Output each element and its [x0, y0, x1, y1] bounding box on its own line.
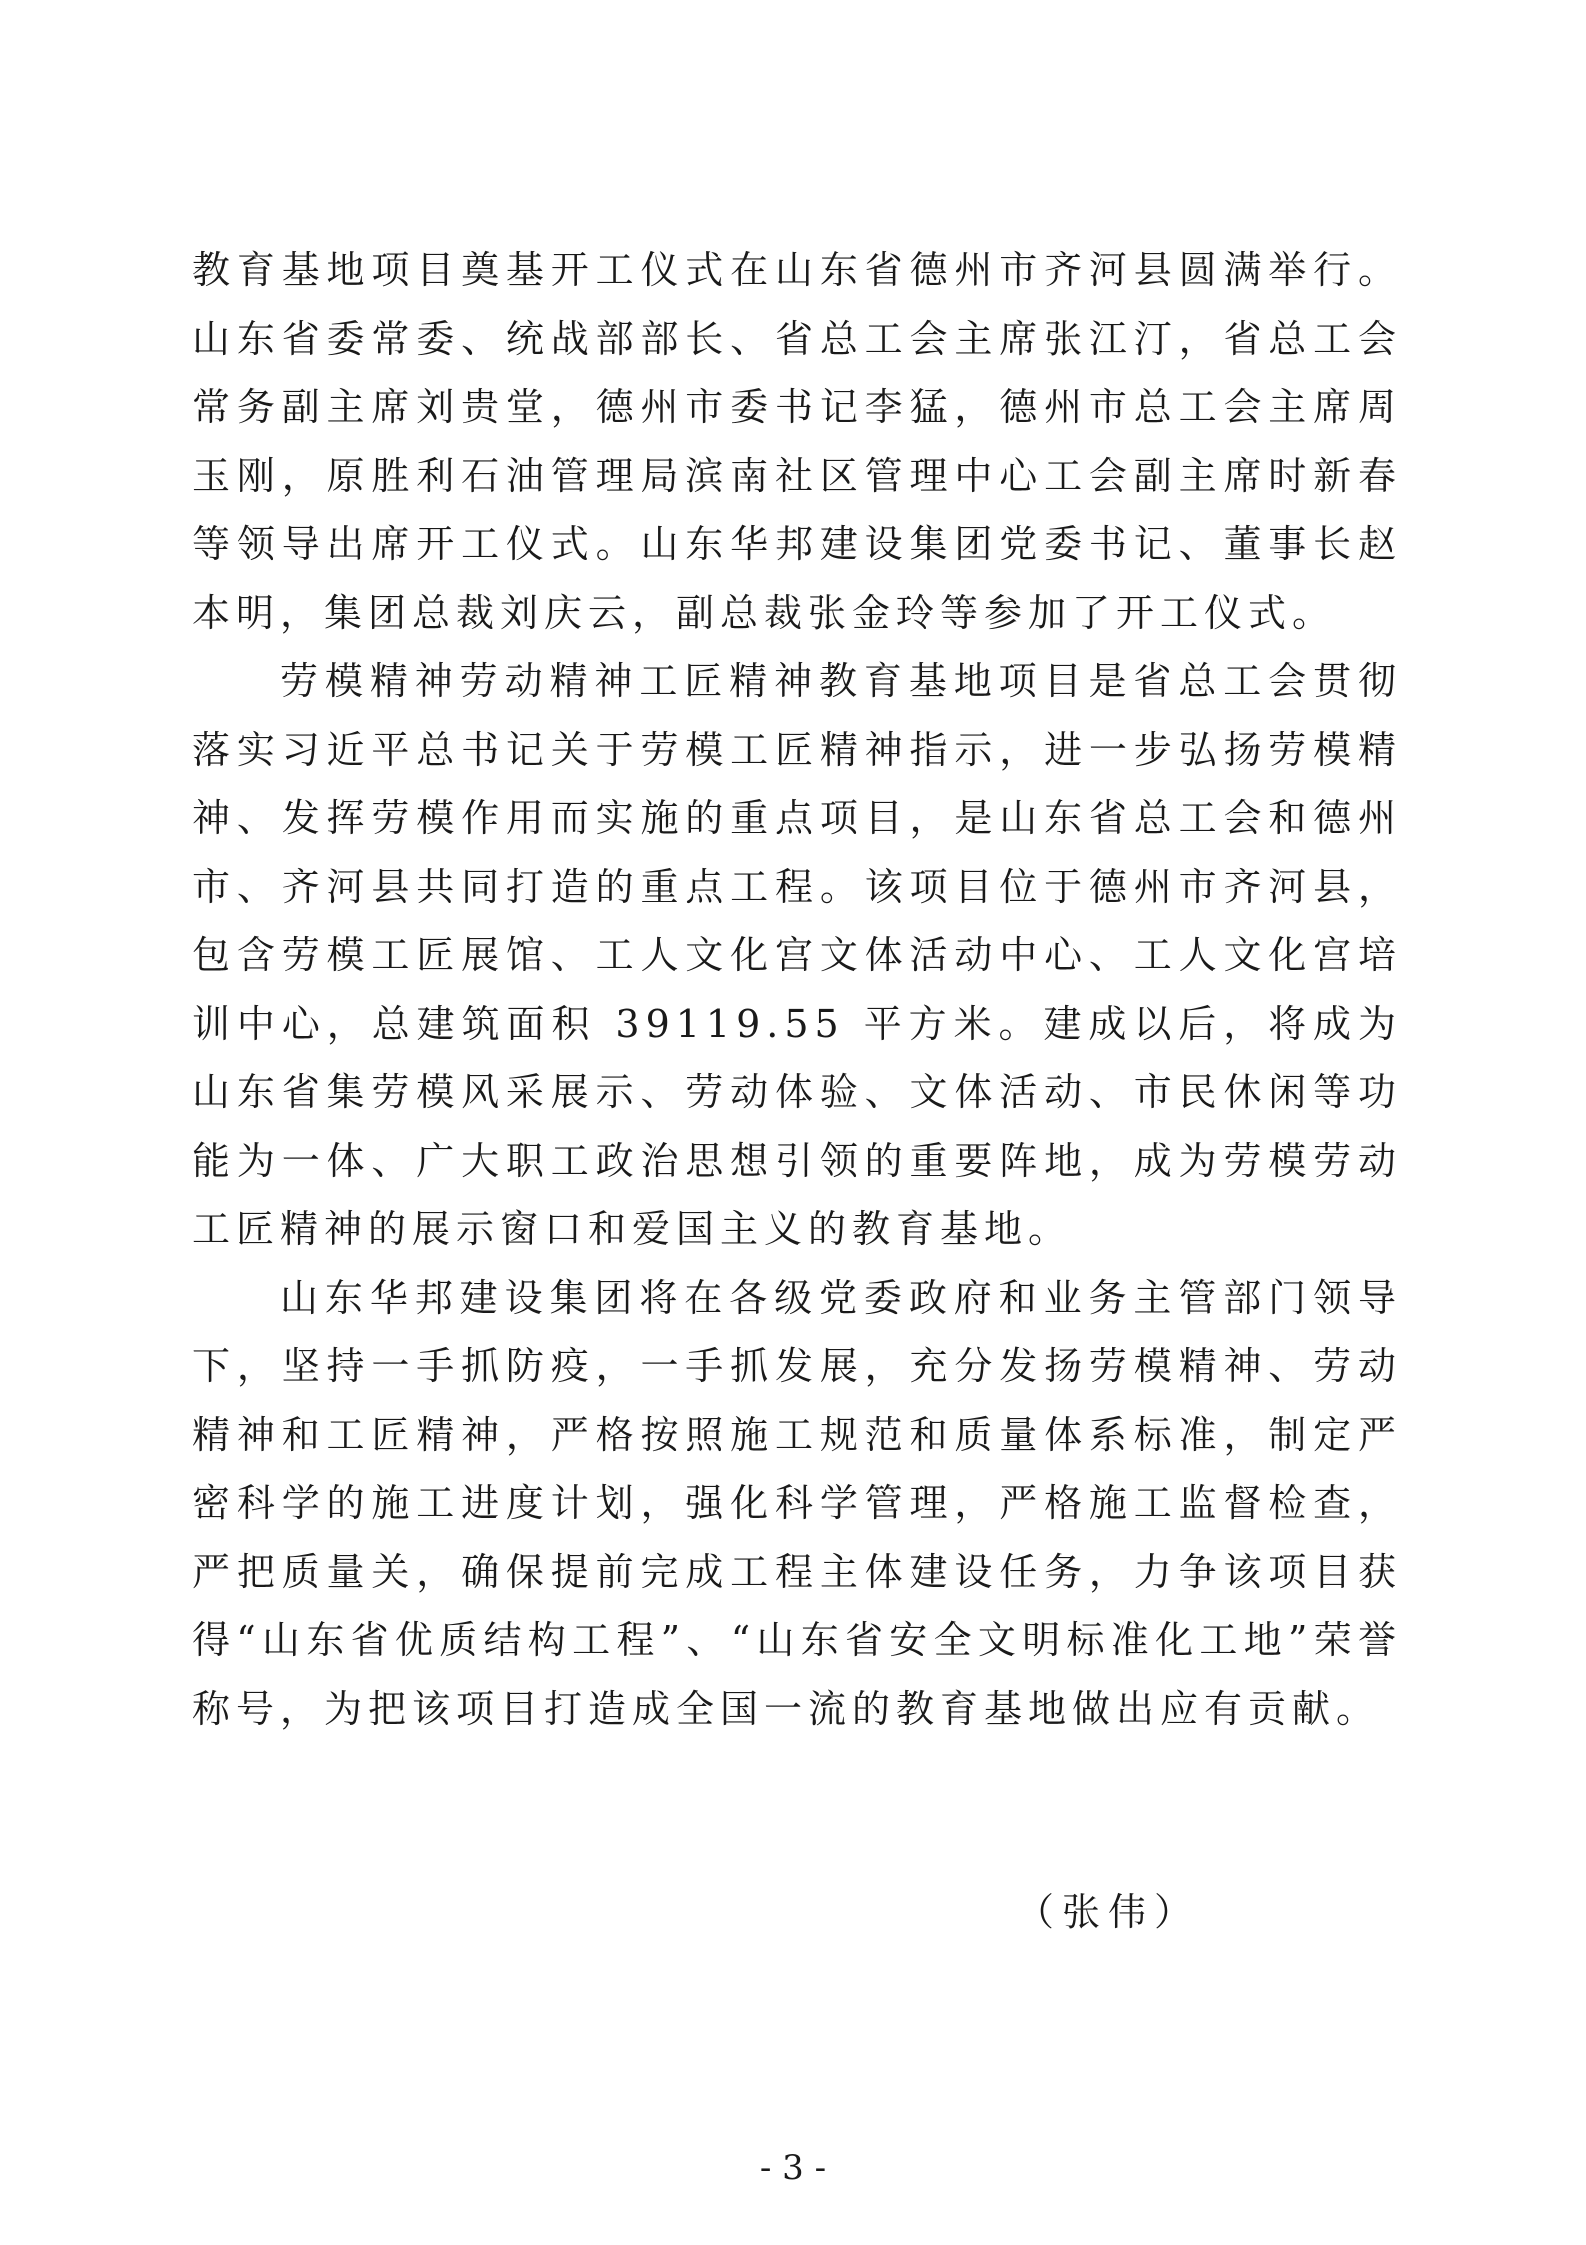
- author-byline: （张伟）: [1016, 1890, 1201, 1934]
- paragraph-3: 山东华邦建设集团将在各级党委政府和业务主管部门领导下，坚持一手抓防疫，一手抓发展，充分发扬劳模精神、劳动精神和工匠精神，严格按照施工规范和质量体系标准，制定严密科学的施工进度计划，强化科学管理，严格施工监督检查，严把质量关，确保提前完成工程主体建设任务，力争该项目获得“山东省优质结构工程”、“山东省安全文明标准化工地”荣誉称号，为把该项目打造成全国一流的教育基地做出应有贡献。: [192, 1275, 1402, 1731]
- article-body: [192, 236, 1402, 1743]
- paragraph-1: 教育基地项目奠基开工仪式在山东省德州市齐河县圆满举行。山东省委常委、统战部部长、省总工会主席张江汀，省总工会常务副主席刘贵堂，德州市委书记李猛，德州市总工会主席周玉刚，原胜利石油管理局滨南社区管理中心工会副主席时新春等领导出席开工仪式。山东华邦建设集团党委书记、董事长赵本明，集团总裁刘庆云，副总裁张金玲等参加了开工仪式。: [192, 248, 1402, 635]
- page-number: - 3 -: [759, 2148, 827, 2188]
- paragraph-2: 劳模精神劳动精神工匠精神教育基地项目是省总工会贯彻落实习近平总书记关于劳模工匠精神指示，进一步弘扬劳模精神、发挥劳模作用而实施的重点项目，是山东省总工会和德州市、齐河县共同打造的重点工程。该项目位于德州市齐河县，包含劳模工匠展馆、工人文化宫文体活动中心、工人文化宫培训中心，总建筑面积 39119.55 平方米。建成以后，将成为山东省集劳模风采展示、劳动体验、文体活动、市民休闲等功能为一体、广大职工政治思想引领的重要阵地，成为劳模劳动工匠精神的展示窗口和爱国主义的教育基地。: [192, 659, 1402, 1251]
